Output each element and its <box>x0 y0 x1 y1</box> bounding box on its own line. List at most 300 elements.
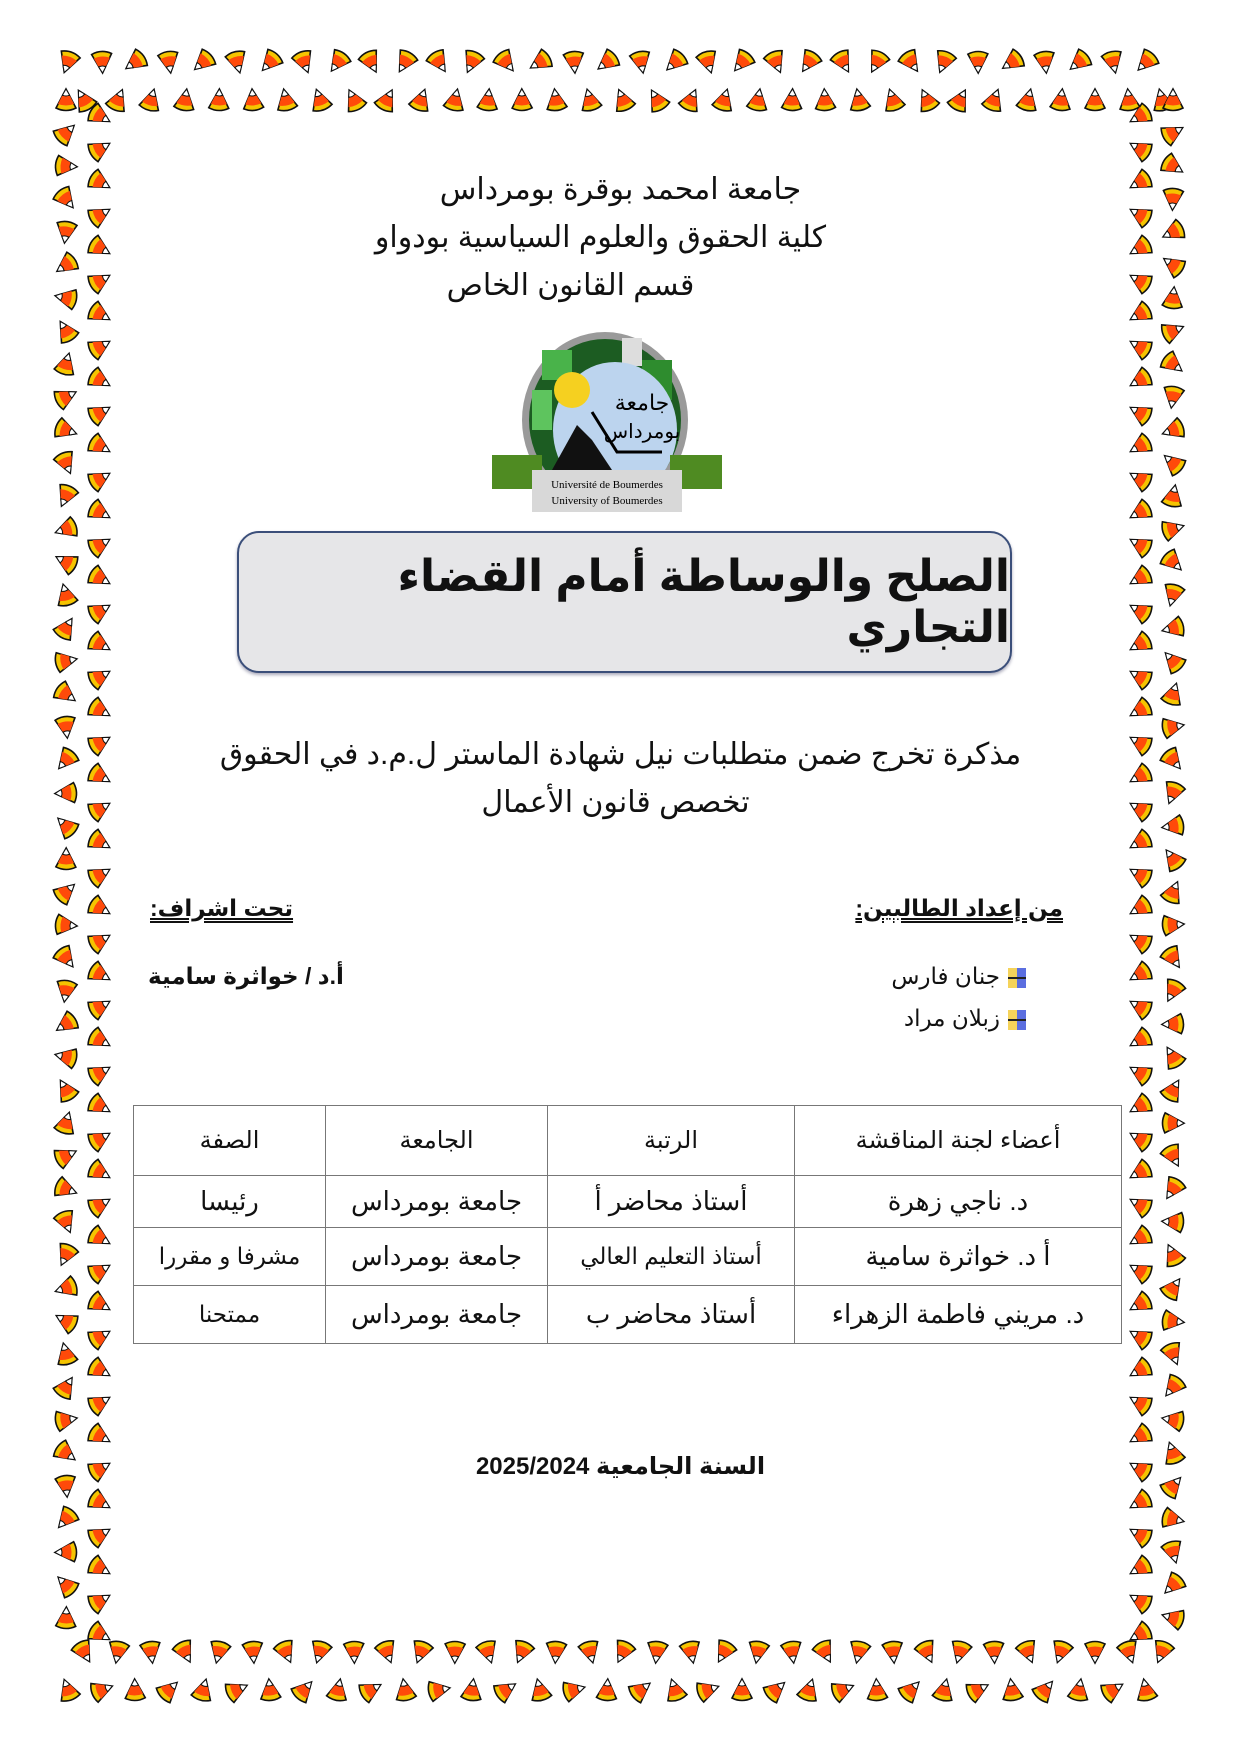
candy-corn-icon <box>1158 382 1188 412</box>
candy-corn-icon <box>184 44 221 81</box>
academic-year: السنة الجامعية 2025/2024 <box>475 1453 766 1480</box>
candy-corn-icon <box>1045 1635 1078 1668</box>
candy-corn-icon <box>170 85 200 115</box>
candy-corn-icon <box>1097 46 1128 77</box>
candy-corn-icon <box>812 86 840 114</box>
candy-corn-icon <box>82 1517 118 1553</box>
candy-corn-icon <box>269 1635 303 1669</box>
candy-corn-icon <box>980 1638 1007 1665</box>
candy-corn-icon <box>49 1238 84 1273</box>
candy-corn-icon <box>844 85 874 115</box>
logo-arabic-text: جامعة <box>614 390 670 415</box>
table-cell: أستاذ محاضر أ <box>548 1176 795 1228</box>
candy-corn-icon <box>1122 1286 1158 1322</box>
table-cell: أستاذ محاضر ب <box>548 1286 795 1344</box>
candy-corn-icon <box>1156 1337 1190 1371</box>
candy-corn-icon <box>1122 1154 1158 1190</box>
candy-corn-icon <box>322 1675 353 1706</box>
candy-corn-icon <box>304 1636 336 1668</box>
candy-corn-icon <box>997 1675 1026 1704</box>
candy-corn-icon <box>1131 1675 1162 1706</box>
candy-corn-icon <box>203 1636 235 1668</box>
candy-corn-icon <box>1095 1672 1131 1708</box>
candy-corn-icon <box>1155 544 1192 581</box>
candy-corn-icon <box>187 1674 219 1706</box>
candy-corn-icon <box>1155 841 1191 877</box>
university-name: جامعة امحمد بوقرة بومرداس <box>439 173 802 206</box>
supervisor-name: أ.د / خواثرة سامية <box>148 963 344 989</box>
candy-corn-icon <box>48 940 84 976</box>
candy-corn-icon <box>1160 1011 1187 1038</box>
candy-corn-icon <box>122 1677 149 1704</box>
thesis-description: مذكرة تخرج ضمن متطلبات نيل شهادة الماستر ل.م.د في الحقوق <box>219 738 1022 771</box>
candy-corn-icon <box>51 1405 81 1435</box>
candy-corn-icon <box>53 846 79 872</box>
candy-corn-icon <box>656 44 693 81</box>
candy-corn-icon <box>82 131 118 167</box>
candy-corn-icon <box>1122 1550 1158 1586</box>
committee-table <box>133 1105 1122 1344</box>
thesis-specialty: تخصص قانون الأعمال <box>481 786 750 819</box>
candy-corn-icon <box>791 44 827 80</box>
candy-corn-icon <box>135 84 167 116</box>
candy-corn-icon <box>1122 428 1158 464</box>
bullet-icon <box>1008 1010 1026 1030</box>
candy-corn-icon <box>168 1635 203 1670</box>
candy-corn-icon <box>1122 1022 1158 1058</box>
candy-corn-icon <box>892 1672 929 1709</box>
candy-corn-icon <box>626 47 656 77</box>
table-cell: أستاذ التعليم العالي <box>548 1228 795 1286</box>
candy-corn-icon <box>778 86 805 113</box>
candy-corn-icon <box>137 1637 166 1666</box>
candy-corn-icon <box>354 45 389 80</box>
candy-corn-icon <box>1012 84 1044 116</box>
candy-corn-icon <box>50 579 82 611</box>
candy-corn-icon <box>53 1605 80 1632</box>
candy-corn-icon <box>474 86 503 115</box>
table-cell: جامعة بومرداس <box>326 1176 548 1228</box>
candy-corn-icon <box>1155 115 1190 150</box>
candy-corn-icon <box>48 1369 84 1405</box>
candy-corn-icon <box>82 1286 118 1322</box>
candy-corn-icon <box>82 692 118 728</box>
candy-corn-icon <box>82 824 118 860</box>
column-header: الرتبة <box>548 1106 795 1176</box>
department-name: قسم القانون الخاص <box>446 269 695 302</box>
candy-corn-icon <box>1157 1536 1189 1568</box>
candy-corn-icon <box>1122 1121 1158 1157</box>
candy-corn-icon <box>1011 1635 1045 1669</box>
candy-corn-icon <box>82 1055 118 1091</box>
candy-corn-icon <box>879 1638 908 1667</box>
candy-corn-icon <box>286 1672 323 1709</box>
candy-corn-icon <box>1122 1220 1158 1256</box>
candy-corn-icon <box>1122 1253 1158 1289</box>
candy-corn-icon <box>863 1676 891 1704</box>
candy-corn-icon <box>541 85 570 114</box>
candy-corn-icon <box>1122 989 1158 1025</box>
candy-corn-icon <box>1155 1270 1191 1306</box>
candy-corn-icon <box>1157 1602 1189 1634</box>
candy-corn-icon <box>82 1187 118 1223</box>
candy-corn-icon <box>1128 44 1165 81</box>
candy-corn-icon <box>994 44 1030 80</box>
candy-corn-icon <box>606 83 640 117</box>
candy-corn-icon <box>82 659 118 695</box>
candy-corn-icon <box>488 44 525 81</box>
logo-english-text: University of Boumerdes <box>551 495 663 507</box>
candy-corn-icon <box>1122 692 1158 728</box>
students-label: من إعداد الطالبين: <box>855 895 1063 921</box>
candy-corn-icon <box>928 1674 960 1706</box>
candy-corn-icon <box>1122 824 1158 860</box>
candy-corn-icon <box>1122 923 1158 959</box>
table-row <box>134 1176 1122 1228</box>
candy-corn-icon <box>1159 1208 1187 1236</box>
candy-corn-icon <box>793 1674 826 1707</box>
candy-corn-icon <box>370 83 405 118</box>
candy-corn-icon <box>944 1636 976 1668</box>
candy-corn-icon <box>458 1675 487 1704</box>
candy-corn-icon <box>48 1567 85 1604</box>
candy-corn-icon <box>1122 1187 1158 1223</box>
candy-corn-icon <box>82 1418 118 1454</box>
candy-corn-icon <box>82 1484 118 1520</box>
candy-corn-icon <box>826 1673 860 1707</box>
candy-corn-icon <box>960 1673 995 1708</box>
candy-corn-icon <box>49 479 83 513</box>
candy-corn-icon <box>82 428 118 464</box>
candy-corn-icon <box>1157 1503 1188 1534</box>
candy-corn-icon <box>82 989 118 1025</box>
candy-corn-icon <box>82 329 118 365</box>
candy-corn-icon <box>1158 481 1189 512</box>
svg-text:بومرداس: بومرداس <box>603 421 681 443</box>
candy-corn-icon <box>1159 1307 1188 1336</box>
candy-corn-icon <box>1122 1517 1158 1553</box>
candy-corn-icon <box>252 44 289 81</box>
candy-corn-icon <box>238 1638 266 1666</box>
candy-corn-icon <box>82 1319 118 1355</box>
candy-corn-icon <box>50 348 82 380</box>
candy-corn-icon <box>1122 626 1158 662</box>
candy-corn-icon <box>51 976 81 1006</box>
candy-corn-icon <box>859 44 894 79</box>
candy-corn-icon <box>53 87 79 113</box>
candy-corn-icon <box>559 48 587 76</box>
candy-corn-icon <box>371 1635 405 1669</box>
candy-corn-icon <box>522 44 558 80</box>
candy-corn-icon <box>82 593 118 629</box>
candy-corn-icon <box>658 1674 691 1707</box>
candy-corn-icon <box>51 646 81 676</box>
candy-corn-icon <box>271 85 302 116</box>
candy-corn-icon <box>238 86 266 114</box>
candy-corn-icon <box>542 1638 570 1666</box>
candy-corn-icon <box>1157 612 1189 644</box>
faculty-name: كلية الحقوق والعلوم السياسية بودواو <box>374 221 827 254</box>
candy-corn-icon <box>574 84 606 116</box>
candy-corn-icon <box>82 395 118 431</box>
candy-corn-icon <box>589 44 625 80</box>
candy-corn-icon <box>524 1674 556 1706</box>
candy-corn-icon <box>1156 314 1190 348</box>
candy-corn-icon <box>1155 1072 1191 1108</box>
table-cell: أ د. خواثرة سامية <box>795 1228 1122 1286</box>
candy-corn-icon <box>48 313 84 349</box>
candy-corn-icon <box>909 1635 944 1670</box>
candy-corn-icon <box>509 87 535 113</box>
candy-corn-icon <box>85 1673 119 1707</box>
candy-corn-icon <box>1157 513 1189 545</box>
candy-corn-icon <box>1155 346 1191 382</box>
candy-corn-icon <box>48 1501 85 1538</box>
candy-corn-icon <box>927 45 961 79</box>
candy-corn-icon <box>48 1303 83 1338</box>
candy-corn-icon <box>1122 494 1158 530</box>
candy-corn-icon <box>441 1639 467 1665</box>
candy-corn-icon <box>82 1220 118 1256</box>
candy-corn-icon <box>82 527 118 563</box>
candy-corn-icon <box>82 1352 118 1388</box>
candy-corn-icon <box>82 1121 118 1157</box>
candy-corn-icon <box>48 874 85 911</box>
candy-corn-icon <box>387 44 423 80</box>
candy-corn-icon <box>1158 1405 1188 1435</box>
candy-corn-icon <box>82 494 118 530</box>
candy-corn-icon <box>808 1634 843 1669</box>
student-name: زبلان مراد <box>904 1005 1026 1032</box>
candy-corn-icon <box>1064 1675 1094 1705</box>
candy-corn-icon <box>82 857 118 893</box>
candy-corn-icon <box>49 1205 83 1239</box>
candy-corn-icon <box>892 44 928 80</box>
candy-corn-icon <box>256 1676 285 1705</box>
candy-corn-icon <box>724 44 761 81</box>
candy-corn-icon <box>1156 413 1189 446</box>
candy-corn-icon <box>1122 560 1158 596</box>
candy-corn-icon <box>909 83 944 118</box>
candy-corn-icon <box>48 1072 84 1108</box>
candy-corn-icon <box>642 1638 671 1667</box>
candy-corn-icon <box>707 1634 742 1669</box>
candy-corn-icon <box>49 380 84 415</box>
candy-corn-icon <box>205 87 232 114</box>
candy-corn-icon <box>1122 1088 1158 1124</box>
candy-corn-icon <box>1122 527 1158 563</box>
candy-corn-icon <box>82 1154 118 1190</box>
candy-corn-icon <box>50 1041 81 1072</box>
candy-corn-icon <box>1122 1319 1158 1355</box>
candy-corn-icon <box>1027 1672 1064 1709</box>
table-cell: ممتحنا <box>134 1286 326 1344</box>
candy-corn-icon <box>1082 1639 1108 1665</box>
candy-corn-icon <box>340 1639 367 1666</box>
candy-corn-icon <box>844 1636 875 1667</box>
candy-corn-icon <box>51 45 84 78</box>
candy-corn-icon <box>439 84 470 115</box>
candy-corn-icon <box>319 44 355 80</box>
candy-corn-icon <box>151 1672 188 1709</box>
table-row <box>134 1286 1122 1344</box>
candy-corn-icon <box>82 923 118 959</box>
candy-corn-icon <box>1160 1110 1186 1136</box>
candy-corn-icon <box>404 83 437 116</box>
candy-corn-icon <box>303 83 336 116</box>
table-cell: جامعة بومرداس <box>326 1286 548 1344</box>
candy-corn-icon <box>82 560 118 596</box>
candy-corn-icon <box>574 1636 606 1668</box>
candy-corn-icon <box>1122 1583 1158 1619</box>
table-cell: جامعة بومرداس <box>326 1228 548 1286</box>
candy-corn-icon <box>50 1272 83 1305</box>
candy-corn-icon <box>606 1635 641 1670</box>
candy-corn-icon <box>404 1635 437 1668</box>
candy-corn-icon <box>82 890 118 926</box>
candy-corn-icon <box>354 1672 389 1707</box>
candy-corn-icon <box>1159 911 1187 939</box>
candy-corn-icon <box>1156 875 1190 909</box>
column-header: الجامعة <box>326 1106 548 1176</box>
candy-corn-icon <box>1122 395 1158 431</box>
candy-corn-icon <box>421 44 457 80</box>
candy-corn-icon <box>623 1672 659 1708</box>
student-name: جنان فارس <box>891 963 1026 990</box>
candy-corn-icon <box>1155 940 1191 976</box>
candy-corn-icon <box>977 83 1011 117</box>
candy-corn-icon <box>1122 131 1158 167</box>
candy-corn-icon <box>49 413 82 446</box>
table-cell: د. ناجي زهرة <box>795 1176 1122 1228</box>
candy-corn-icon <box>1156 974 1191 1009</box>
candy-corn-icon <box>743 1637 773 1667</box>
candy-corn-icon <box>49 512 82 545</box>
candy-corn-icon <box>82 956 118 992</box>
candy-corn-icon <box>558 1674 590 1706</box>
candy-corn-icon <box>1122 1484 1158 1520</box>
candy-corn-icon <box>50 1107 82 1139</box>
candy-corn-icon <box>51 1673 84 1706</box>
candy-corn-icon <box>455 45 489 79</box>
candy-corn-icon <box>1155 1171 1191 1207</box>
candy-corn-icon <box>692 1673 725 1706</box>
candy-corn-icon <box>82 1583 118 1619</box>
candy-corn-icon <box>673 83 707 117</box>
table-row <box>134 1228 1122 1286</box>
candy-corn-icon <box>88 48 115 75</box>
candy-corn-icon <box>1122 593 1158 629</box>
candy-corn-icon <box>82 1385 118 1421</box>
candy-corn-icon <box>48 1006 84 1042</box>
candy-corn-icon <box>221 46 253 78</box>
candy-corn-icon <box>82 461 118 497</box>
thesis-title-box <box>237 531 1012 673</box>
logo-french-text: Université de Boumerdes <box>551 479 663 491</box>
candy-corn-icon <box>1155 1039 1191 1075</box>
candy-corn-icon <box>692 46 724 78</box>
candy-corn-icon <box>472 1636 505 1669</box>
candy-corn-icon <box>423 1675 453 1705</box>
candy-corn-icon <box>48 544 83 579</box>
candy-corn-icon <box>876 84 909 117</box>
candy-corn-icon <box>1156 1238 1191 1273</box>
candy-corn-icon <box>1155 1369 1192 1406</box>
candy-corn-icon <box>1157 678 1190 711</box>
candy-corn-icon <box>154 47 184 77</box>
candy-corn-icon <box>1122 659 1158 695</box>
table-cell: د. مريني فاطمة الزهراء <box>795 1286 1122 1344</box>
candy-corn-icon <box>48 115 85 152</box>
candy-corn-icon <box>49 1139 84 1174</box>
candy-corn-icon <box>965 49 991 75</box>
table-cell: مشرفا و مقررا <box>134 1228 326 1286</box>
candy-corn-icon <box>943 82 978 117</box>
candy-corn-icon <box>117 44 153 80</box>
candy-corn-icon <box>49 446 83 480</box>
column-header: الصفة <box>134 1106 326 1176</box>
candy-corn-icon <box>759 45 793 79</box>
thesis-title: الصلح والوساطة أمام القضاء التجاري <box>397 552 1010 652</box>
university-logo <box>492 330 722 528</box>
candy-corn-icon <box>82 362 118 398</box>
candy-corn-icon <box>82 626 118 662</box>
candy-corn-icon <box>1122 1055 1158 1091</box>
candy-corn-icon <box>82 1253 118 1289</box>
candy-corn-icon <box>82 1022 118 1058</box>
candy-corn-icon <box>1122 1352 1158 1388</box>
candy-corn-icon <box>82 1550 118 1586</box>
candy-corn-icon <box>82 1088 118 1124</box>
candy-corn-icon <box>49 1172 83 1206</box>
supervisor-label: تحت اشراف: <box>150 895 294 921</box>
candy-corn-icon <box>48 676 84 712</box>
candy-corn-icon <box>675 1637 706 1668</box>
bullet-icon <box>1008 968 1026 988</box>
candy-corn-icon <box>48 610 84 646</box>
candy-corn-icon <box>1047 86 1076 115</box>
candy-corn-icon <box>757 1672 794 1709</box>
candy-corn-icon <box>336 83 371 118</box>
candy-corn-icon <box>593 1676 621 1704</box>
candy-corn-icon <box>639 82 674 117</box>
candy-corn-icon <box>777 1637 807 1667</box>
candy-corn-icon <box>1031 48 1060 77</box>
table-header-row <box>134 1106 1122 1176</box>
candy-corn-icon <box>1122 461 1158 497</box>
candy-corn-icon <box>219 1673 254 1708</box>
candy-corn-icon <box>743 85 773 115</box>
candy-corn-icon <box>1082 87 1108 113</box>
candy-corn-icon <box>1155 1138 1190 1173</box>
candy-corn-icon <box>1155 445 1192 482</box>
candy-corn-icon <box>1122 890 1158 926</box>
candy-corn-icon <box>287 45 321 79</box>
candy-corn-icon <box>1122 857 1158 893</box>
column-header: أعضاء لجنة المناقشة <box>795 1106 1122 1176</box>
candy-corn-icon <box>505 1635 539 1669</box>
candy-corn-icon <box>488 1672 524 1708</box>
candy-corn-icon <box>390 1675 420 1705</box>
candy-corn-icon <box>1122 362 1158 398</box>
candy-corn-icon <box>1061 44 1098 81</box>
candy-corn-icon <box>1155 643 1192 680</box>
candy-corn-icon <box>52 911 80 939</box>
candy-corn-icon <box>1160 87 1186 113</box>
candy-corn-icon <box>50 1338 82 1370</box>
candy-corn-icon <box>825 44 860 79</box>
candy-corn-icon <box>1157 579 1189 611</box>
